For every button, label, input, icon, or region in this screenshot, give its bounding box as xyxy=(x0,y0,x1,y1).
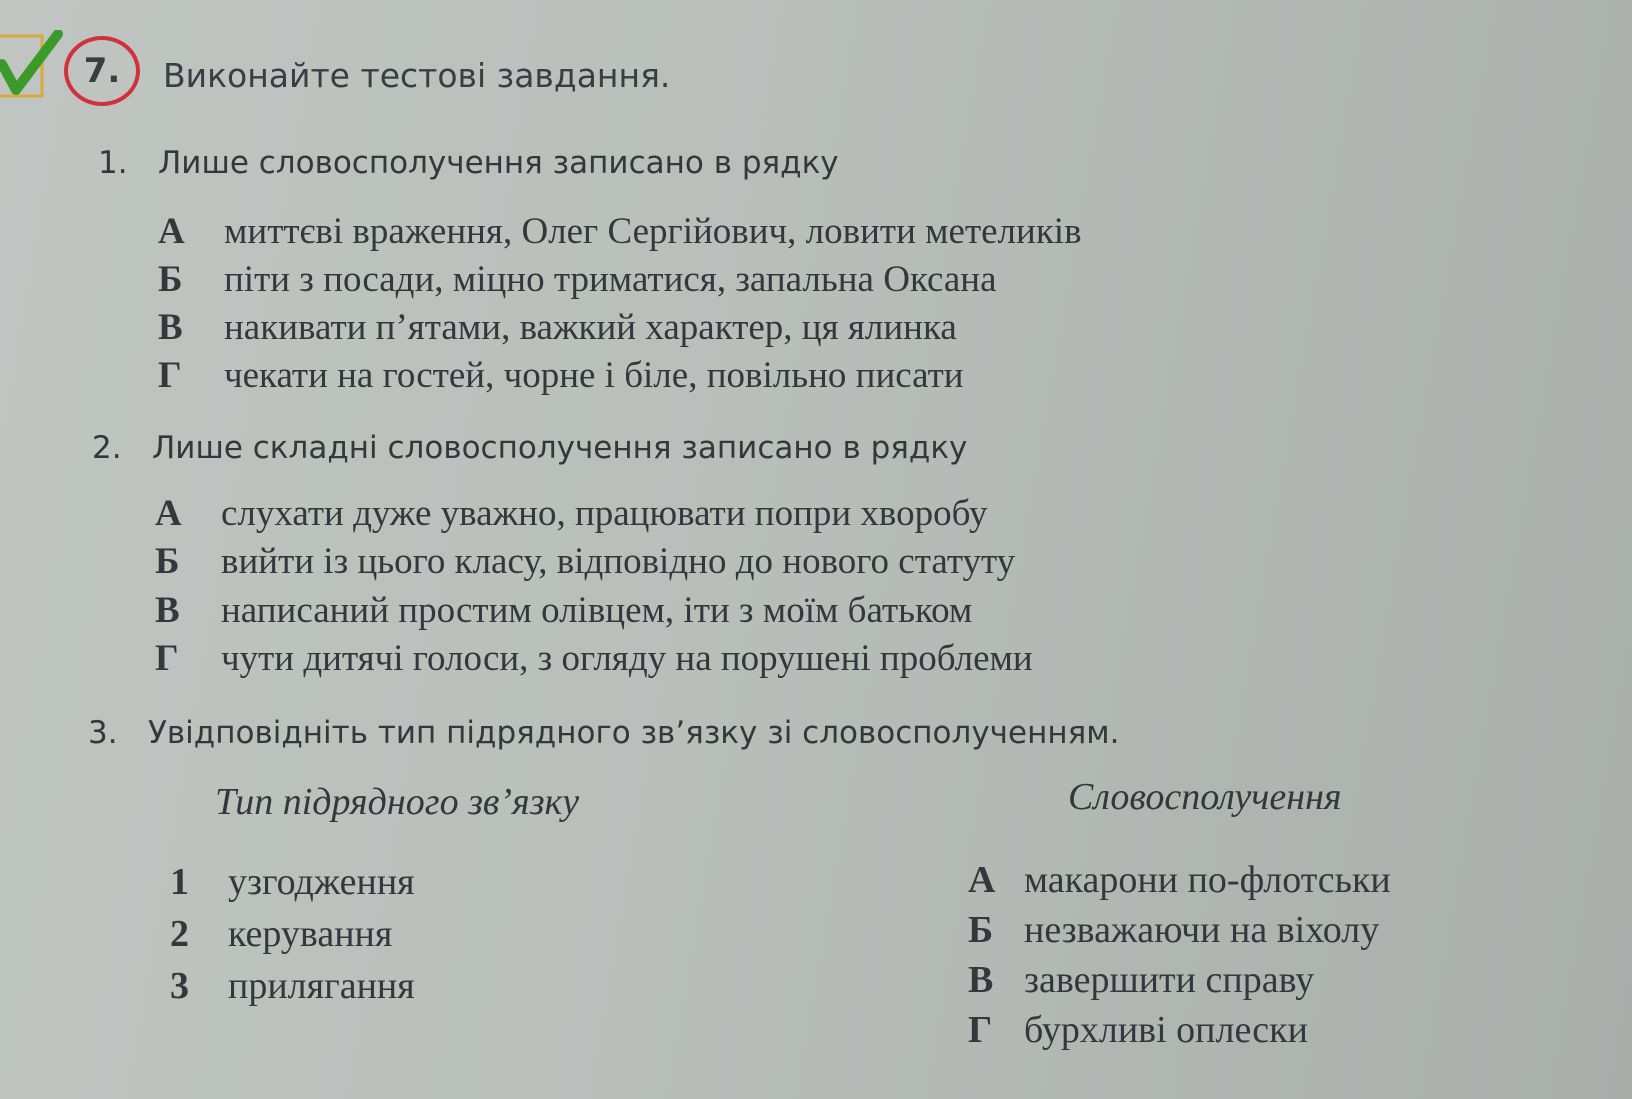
question-number: 3. xyxy=(88,715,118,751)
option-text: накивати п’ятами, важкий характер, ця ялинка xyxy=(224,307,957,348)
q3-left-item-3 xyxy=(170,964,415,1008)
item-text: керування xyxy=(228,913,393,955)
option-letter: Г xyxy=(155,638,179,679)
check-icon xyxy=(0,30,70,100)
task-number-badge xyxy=(64,36,140,106)
question-number: 1. xyxy=(98,145,128,181)
option-letter: В xyxy=(155,590,180,631)
option-text: вийти із цього класу, відповідно до нового статуту xyxy=(221,541,1016,582)
q3-right-item-c xyxy=(968,958,1314,1002)
option-letter: В xyxy=(158,307,183,348)
item-number: 2 xyxy=(170,913,189,955)
right-column-header: Словосполучення xyxy=(1068,776,1342,818)
q2-option-d xyxy=(155,637,1033,680)
option-letter: Г xyxy=(158,355,182,396)
q1-option-d xyxy=(158,354,964,397)
option-text: піти з посади, міцно триматися, запальна Оксана xyxy=(224,259,997,300)
question-1-title xyxy=(98,145,839,181)
item-letter: Г xyxy=(968,1009,993,1051)
q2-option-c xyxy=(155,589,972,632)
option-text: слухати дуже уважно, працювати попри хворобу xyxy=(221,493,988,534)
question-text: Лише словосполучення записано в рядку xyxy=(158,145,839,181)
question-text: Увідповідніть тип підрядного зв’язку зі словосполученням. xyxy=(148,715,1120,751)
q3-left-item-1 xyxy=(170,860,415,904)
option-text: чути дитячі голоси, з огляду на порушені проблеми xyxy=(221,638,1033,679)
option-letter: Б xyxy=(155,541,180,582)
question-text: Лише складні словосполучення записано в рядку xyxy=(152,430,968,466)
option-letter: А xyxy=(158,211,185,252)
q1-option-c xyxy=(158,306,957,349)
item-text: прилягання xyxy=(228,965,415,1007)
item-text: макарони по-флотськи xyxy=(1024,859,1391,901)
item-letter: А xyxy=(968,859,996,901)
task-title: Виконайте тестові завдання. xyxy=(163,56,671,95)
q3-left-item-2 xyxy=(170,912,392,956)
item-letter: В xyxy=(968,959,994,1001)
q3-right-item-b xyxy=(968,908,1379,952)
q3-right-item-a xyxy=(968,858,1391,902)
item-number: 3 xyxy=(170,965,189,1007)
option-text: миттєві враження, Олег Сергійович, ловити метеликів xyxy=(224,211,1082,252)
option-letter: А xyxy=(155,493,182,534)
option-text: чекати на гостей, чорне і біле, повільно писати xyxy=(224,355,964,396)
q3-right-item-d xyxy=(968,1008,1308,1052)
item-text: бурхливі оплески xyxy=(1024,1009,1308,1051)
item-text: узгодження xyxy=(228,861,415,903)
option-text: написаний простим олівцем, іти з моїм батьком xyxy=(221,590,973,631)
question-number: 2. xyxy=(92,430,122,466)
item-text: завершити справу xyxy=(1024,959,1315,1001)
q2-option-b xyxy=(155,540,1015,583)
question-3-title xyxy=(88,715,1120,751)
left-column-header: Тип підрядного зв’язку xyxy=(215,781,580,823)
item-number: 1 xyxy=(170,861,189,903)
task-number: 7. xyxy=(83,51,121,91)
question-2-title xyxy=(92,430,967,466)
q1-option-a xyxy=(158,210,1082,253)
q1-option-b xyxy=(158,258,997,301)
item-text: незважаючи на віхолу xyxy=(1024,909,1380,951)
q2-option-a xyxy=(155,492,988,535)
option-letter: Б xyxy=(158,259,183,300)
item-letter: Б xyxy=(968,909,994,951)
